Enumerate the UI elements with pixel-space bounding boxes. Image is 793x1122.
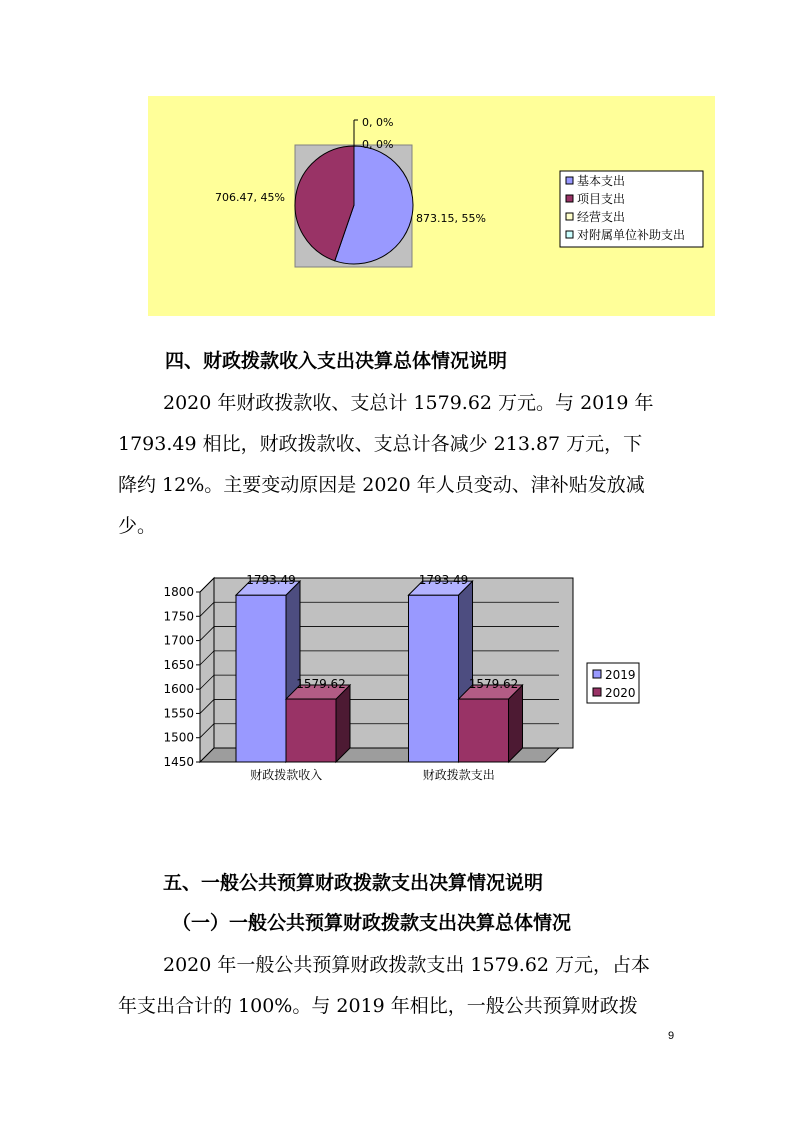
section-heading-5: 五、一般公共预算财政拨款支出决算情况说明 — [163, 872, 544, 894]
pie-label-basic: 873.15, 55% — [416, 212, 486, 225]
section-heading-4: 四、财政拨款收入支出决算总体情况说明 — [165, 350, 508, 372]
y-tick-label: 1700 — [163, 633, 194, 648]
bar-data-label: 1793.49 — [418, 573, 469, 588]
bar-front-2019 — [236, 595, 286, 762]
pie-legend-label: 基本支出 — [577, 174, 626, 188]
pie-chart — [0, 0, 793, 340]
bar-data-label: 1579.62 — [468, 677, 519, 692]
page-number: 9 — [668, 1030, 675, 1042]
paragraph-1-line-2: 1793.49 相比，财政拨款收、支总计各减少 213.87 万元，下 — [118, 433, 643, 455]
bar-front-2020 — [459, 699, 509, 762]
pie-legend-swatch — [566, 177, 573, 184]
pie-legend-label: 经营支出 — [577, 210, 626, 224]
pie-legend-swatch — [566, 231, 573, 238]
paragraph-1-line-3: 降约 12%。主要变动原因是 2020 年人员变动、津补贴发放减 — [118, 474, 645, 496]
pie-legend-label: 对附属单位补助支出 — [577, 228, 686, 242]
bar-data-label: 1579.62 — [296, 677, 346, 692]
bar-data-label: 1793.49 — [246, 573, 296, 588]
pie-label-project: 706.47, 45% — [215, 191, 285, 204]
paragraph-2-line-1: 2020 年一般公共预算财政拨款支出 1579.62 万元，占本 — [163, 954, 651, 976]
pie-label-operating: 0, 0% — [362, 116, 394, 129]
bar-legend-label: 2019 — [605, 668, 636, 682]
paragraph-1-line-1: 2020 年财政拨款收、支总计 1579.62 万元。与 2019 年 — [163, 392, 654, 414]
bar-chart-side-wall — [200, 578, 214, 762]
bar-front-2020 — [286, 699, 336, 762]
bar-legend-label: 2020 — [605, 686, 636, 700]
y-tick-label: 1600 — [163, 682, 194, 697]
paragraph-1-line-4: 少。 — [118, 515, 157, 537]
sub-heading-1: （一）一般公共预算财政拨款支出决算总体情况 — [172, 912, 572, 934]
y-tick-label: 1500 — [163, 730, 194, 745]
bar-legend-swatch — [593, 670, 601, 678]
bar-chart — [0, 560, 793, 800]
pie-legend-label: 项目支出 — [577, 192, 626, 206]
pie-legend-swatch — [566, 195, 573, 202]
pie-label-subsidy: 0, 0% — [362, 138, 394, 151]
paragraph-2-line-2: 年支出合计的 100%。与 2019 年相比，一般公共预算财政拨 — [118, 995, 638, 1017]
y-tick-label: 1550 — [163, 706, 194, 721]
x-category-label: 财政拨款收入 — [250, 768, 323, 782]
y-tick-label: 1750 — [163, 609, 194, 624]
x-category-label: 财政拨款支出 — [422, 768, 495, 782]
y-tick-label: 1800 — [163, 585, 194, 599]
y-tick-label: 1650 — [163, 657, 194, 672]
bar-front-2019 — [409, 595, 459, 762]
bar-legend-swatch — [593, 688, 601, 696]
pie-legend-swatch — [566, 213, 573, 220]
y-tick-label: 1450 — [163, 755, 194, 769]
